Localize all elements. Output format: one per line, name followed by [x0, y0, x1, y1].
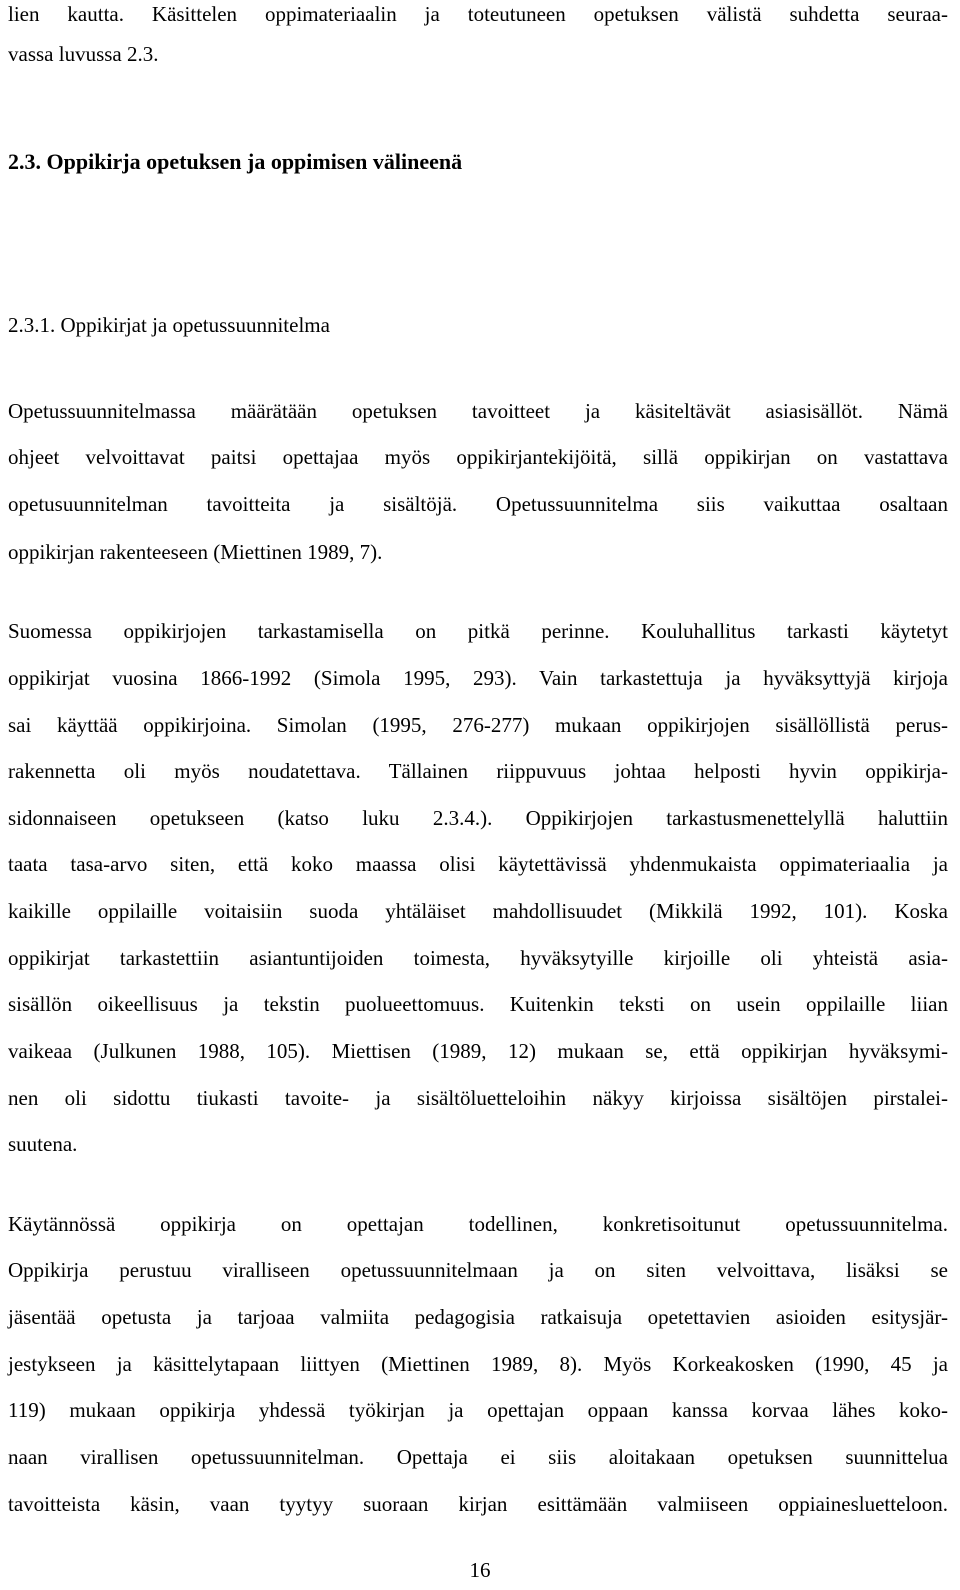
- body-text-line: sai käyttää oppikirjoina. Simolan (1995, 276-277) mukaan oppikirjojen sisällöllistä perus-: [8, 713, 948, 737]
- section-heading: 2.3. Oppikirja opetuksen ja oppimisen välineenä: [8, 149, 463, 174]
- body-text-line: Suomessa oppikirjojen tarkastamisella on pitkä perinne. Kouluhallitus tarkasti käytetyt: [8, 619, 948, 643]
- body-text-line: oppikirjan rakenteeseen (Miettinen 1989, 7).: [8, 540, 383, 564]
- body-text-line: suutena.: [8, 1132, 78, 1156]
- subsection-heading: 2.3.1. Oppikirjat ja opetussuunnitelma: [8, 313, 330, 337]
- body-text-line: nen oli sidottu tiukasti tavoite- ja sisältöluetteloihin näkyy kirjoissa sisältöjen pirstalei-: [8, 1086, 948, 1110]
- body-text-line: ohjeet velvoittavat paitsi opettajaa myös oppikirjantekijöitä, sillä oppikirjan on vastattava: [8, 445, 948, 469]
- body-text-line: sisällön oikeellisuus ja tekstin puolueettomuus. Kuitenkin teksti on usein oppilaille liian: [8, 992, 948, 1016]
- body-text-line: taata tasa-arvo siten, että koko maassa olisi käytettävissä yhdenmukaista oppimateriaalia ja: [8, 852, 948, 876]
- body-text-line: kaikille oppilaille voitaisiin suoda yhtäläiset mahdollisuudet (Mikkilä 1992, 101). Koska: [8, 899, 948, 923]
- body-text-line: vassa luvussa 2.3.: [8, 42, 159, 66]
- body-text-line: naan virallisen opetussuunnitelman. Opettaja ei siis aloitakaan opetuksen suunnittelua: [8, 1445, 948, 1469]
- body-text-line: jestykseen ja käsittelytapaan liittyen (Miettinen 1989, 8). Myös Korkeakosken (1990, 45 ja: [8, 1352, 948, 1376]
- body-text-line: rakennetta oli myös noudatettava. Tällainen riippuvuus johtaa helposti hyvin oppikirja-: [8, 759, 948, 783]
- body-text-line: 119) mukaan oppikirja yhdessä työkirjan ja opettajan oppaan kanssa korvaa lähes koko-: [8, 1398, 948, 1422]
- body-text-line: Opetussuunnitelmassa määrätään opetuksen tavoitteet ja käsiteltävät asiasisällöt. Nämä: [8, 399, 948, 423]
- body-text-line: vaikeaa (Julkunen 1988, 105). Miettisen (1989, 12) mukaan se, että oppikirjan hyväksymi-: [8, 1039, 948, 1063]
- body-text-line: Oppikirja perustuu viralliseen opetussuunnitelmaan ja on siten velvoittava, lisäksi se: [8, 1258, 948, 1282]
- body-text-line: oppikirjat vuosina 1866-1992 (Simola 1995, 293). Vain tarkastettuja ja hyväksyttyjä kirjoja: [8, 666, 948, 690]
- body-text-line: jäsentää opetusta ja tarjoaa valmiita pedagogisia ratkaisuja opetettavien asioiden esitysjär-: [8, 1305, 948, 1329]
- body-text-line: tavoitteista käsin, vaan tyytyy suoraan kirjan esittämään valmiiseen oppiainesluetteloon.: [8, 1492, 948, 1516]
- body-text-line: lien kautta. Käsittelen oppimateriaalin ja toteutuneen opetuksen välistä suhdetta seuraa-: [8, 2, 948, 26]
- body-text-line: Käytännössä oppikirja on opettajan todellinen, konkretisoitunut opetussuunnitelma.: [8, 1212, 948, 1236]
- body-text-line: opetusuunnitelman tavoitteita ja sisältöjä. Opetussuunnitelma siis vaikuttaa osaltaan: [8, 492, 948, 516]
- page-number: 16: [469, 1558, 491, 1582]
- body-text-line: oppikirjat tarkastettiin asiantuntijoiden toimesta, hyväksytyille kirjoille oli yhteistä asia-: [8, 946, 948, 970]
- body-text-line: sidonnaiseen opetukseen (katso luku 2.3.4.). Oppikirjojen tarkastusmenettelyllä haluttiin: [8, 806, 948, 830]
